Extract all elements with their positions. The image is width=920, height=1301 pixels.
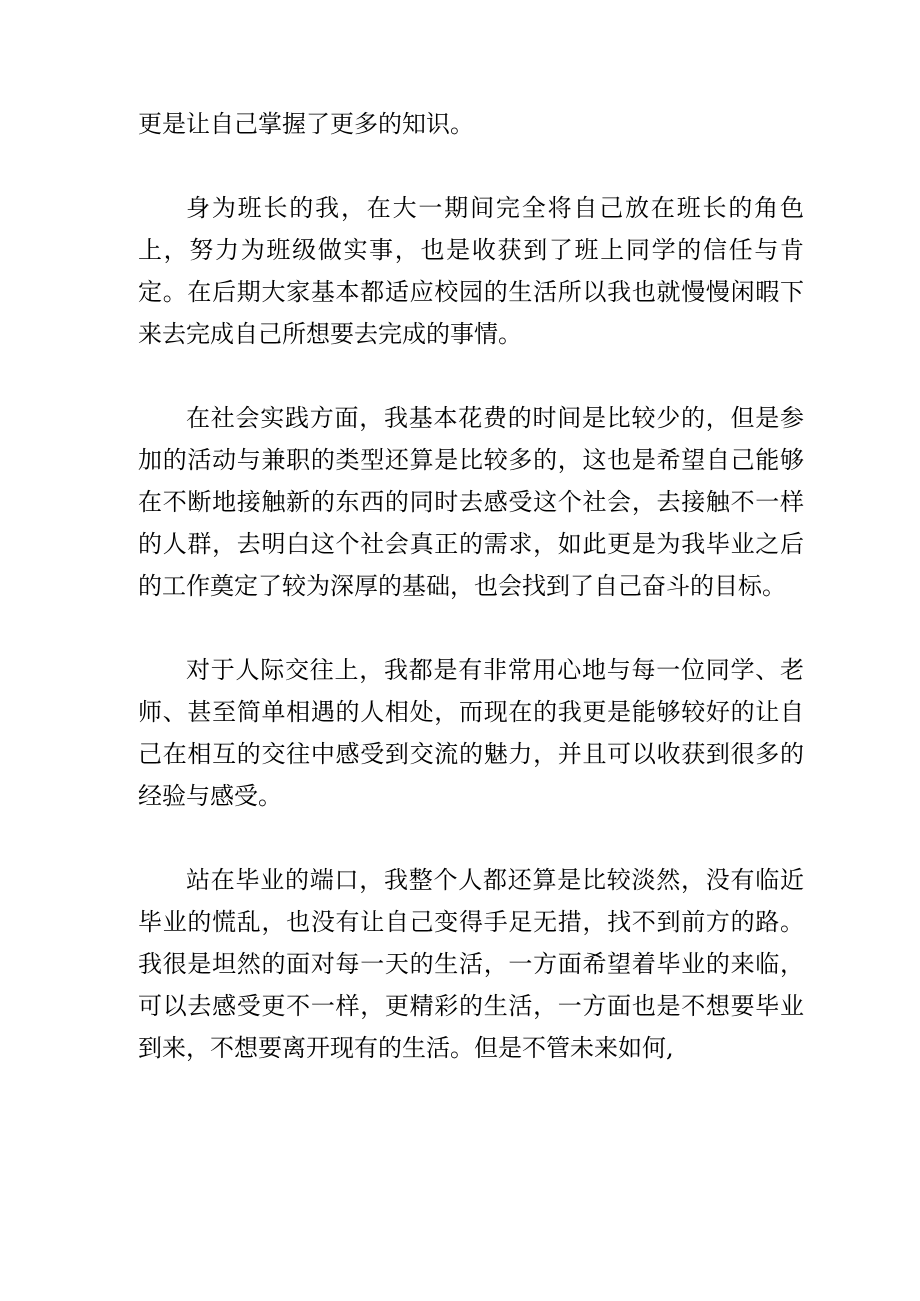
- paragraph-gap: [138, 355, 804, 397]
- paragraph-4: 对于人际交往上，我都是有非常用心地与每一位同学、老师、甚至简单相遇的人相处，而现在的我更是能够较好的让自己在相互的交往中感受到交流的魅力，并且可以收获到很多的经验与感受。: [138, 656, 804, 810]
- paragraph-5: 站在毕业的端口，我整个人都还算是比较淡然，没有临近毕业的慌乱，也没有让自己变得手足无措，找不到前方的路。我很是坦然的面对每一天的生活，一方面希望着毕业的来临，可以去感受更不一样，更精彩的生活，一方面也是不想要毕业到来，不想要离开现有的生活。但是不管未来如何,: [138, 866, 804, 1062]
- paragraph-2: 身为班长的我，在大一期间完全将自己放在班长的角色上，努力为班级做实事，也是收获到了班上同学的信任与肯定。在后期大家基本都适应校园的生活所以我也就慢慢闲暇下来去完成自己所想要去完成的事情。: [138, 194, 804, 348]
- paragraph-gap: [138, 607, 804, 649]
- paragraph-3: 在社会实践方面，我基本花费的时间是比较少的，但是参加的活动与兼职的类型还算是比较多的，这也是希望自己能够在不断地接触新的东西的同时去感受这个社会，去接触不一样的人群，去明白这个社会真正的需求，如此更是为我毕业之后的工作奠定了较为深厚的基础，也会找到了自己奋斗的目标。: [138, 404, 804, 600]
- paragraph-1: 更是让自己掌握了更多的知识。: [138, 110, 474, 138]
- paragraph-gap: [138, 145, 804, 187]
- paragraph-gap: [138, 817, 804, 859]
- document-body: [138, 103, 804, 1069]
